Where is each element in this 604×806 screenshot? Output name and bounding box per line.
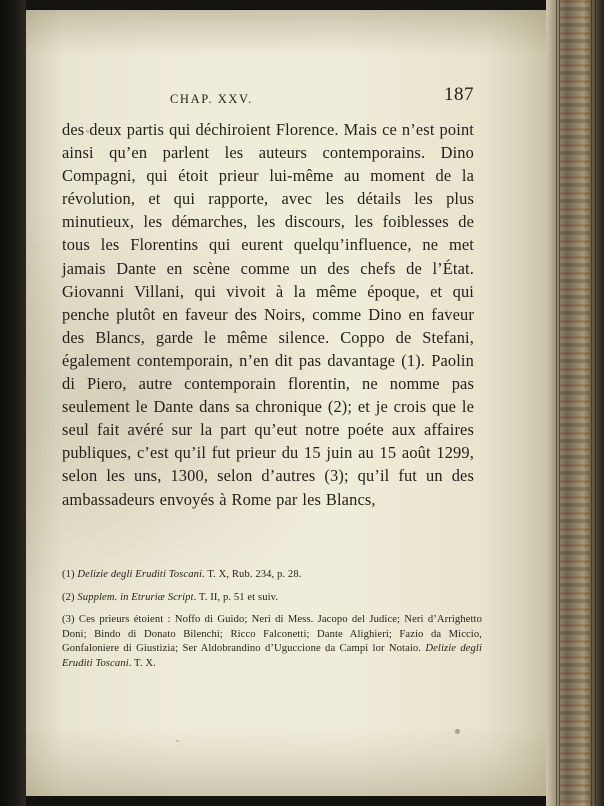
body-paragraph: des deux partis qui déchiroient Florence. Mais ce n’est point ainsi qu’en parlent les auteurs contemporains. Dino Compagni, qui étoit prieur lui-même au moment de la révolution, et qui rapporte, avec les détails les plus minutieux, les démarches, les discours, les foiblesses de tous les Florentins qui eurent quelqu’influence, ne met jamais Dante en scène comme un des chefs de l’État. Giovanni Villani, qui vivoit à la même époque, et qui penche plutôt en faveur des Noirs, comme Dino en faveur des Blancs, garde le même silence. Coppo de Stefani, également contemporain, n’en dit pas davantage (1). Paolin di Piero, autre contemporain florentin, ne nomme pas seulement le Dante dans sa chronique (2); et je crois que le seul fait avéré sur la part qu’eut notre poéte aux affaires publiques, c’est qu’il fut prieur du 15 juin au 15 août 1299, selon les uns, 1300, selon d’autres (3); qu’il fut un des ambassadeurs envoyés à Rome par les Blancs,	[62, 120, 474, 509]
footnote-3: (3) Ces prieurs étoient : Noffo di Guido; Neri di Mess. Jacopo del Judice; Neri d’Arrighetto Doni; Bindo di Donato Bilenchi; Ricco Falconetti; Dante Alighieri; Fazio da Miccio, Gonfaloniere di Giustizia; Ser Aldobrandino d’Uguccione da Campi lor Notaio. Delizie degli Eruditi Toscani. T. X.	[62, 614, 483, 669]
edge-line	[591, 0, 592, 806]
footnote-1: (1) Delizie degli Eruditi Toscani. T. X, Rub. 234, p. 28.	[62, 569, 302, 580]
marbled-fore-edge	[546, 0, 604, 806]
text-block	[62, 84, 474, 511]
binding-gutter-shadow	[0, 0, 26, 806]
body-text	[62, 118, 474, 511]
edge-line	[559, 0, 560, 806]
marble-pattern	[560, 0, 590, 806]
footnote-2: (2) Supplem. in Etruriæ Script. T. II, p. 51 et suiv.	[62, 591, 279, 603]
footnotes	[62, 568, 482, 681]
running-header	[62, 84, 474, 114]
edge-line	[595, 0, 596, 806]
chapter-label: CHAP. XXV.	[170, 92, 253, 106]
page-top-shading	[26, 10, 546, 56]
edge-line	[556, 0, 557, 806]
paper-speck	[176, 740, 179, 742]
page-bottom-shading	[26, 726, 546, 796]
paper-page	[26, 10, 546, 796]
paper-blemish	[455, 729, 460, 734]
page-number: 187	[444, 84, 474, 105]
